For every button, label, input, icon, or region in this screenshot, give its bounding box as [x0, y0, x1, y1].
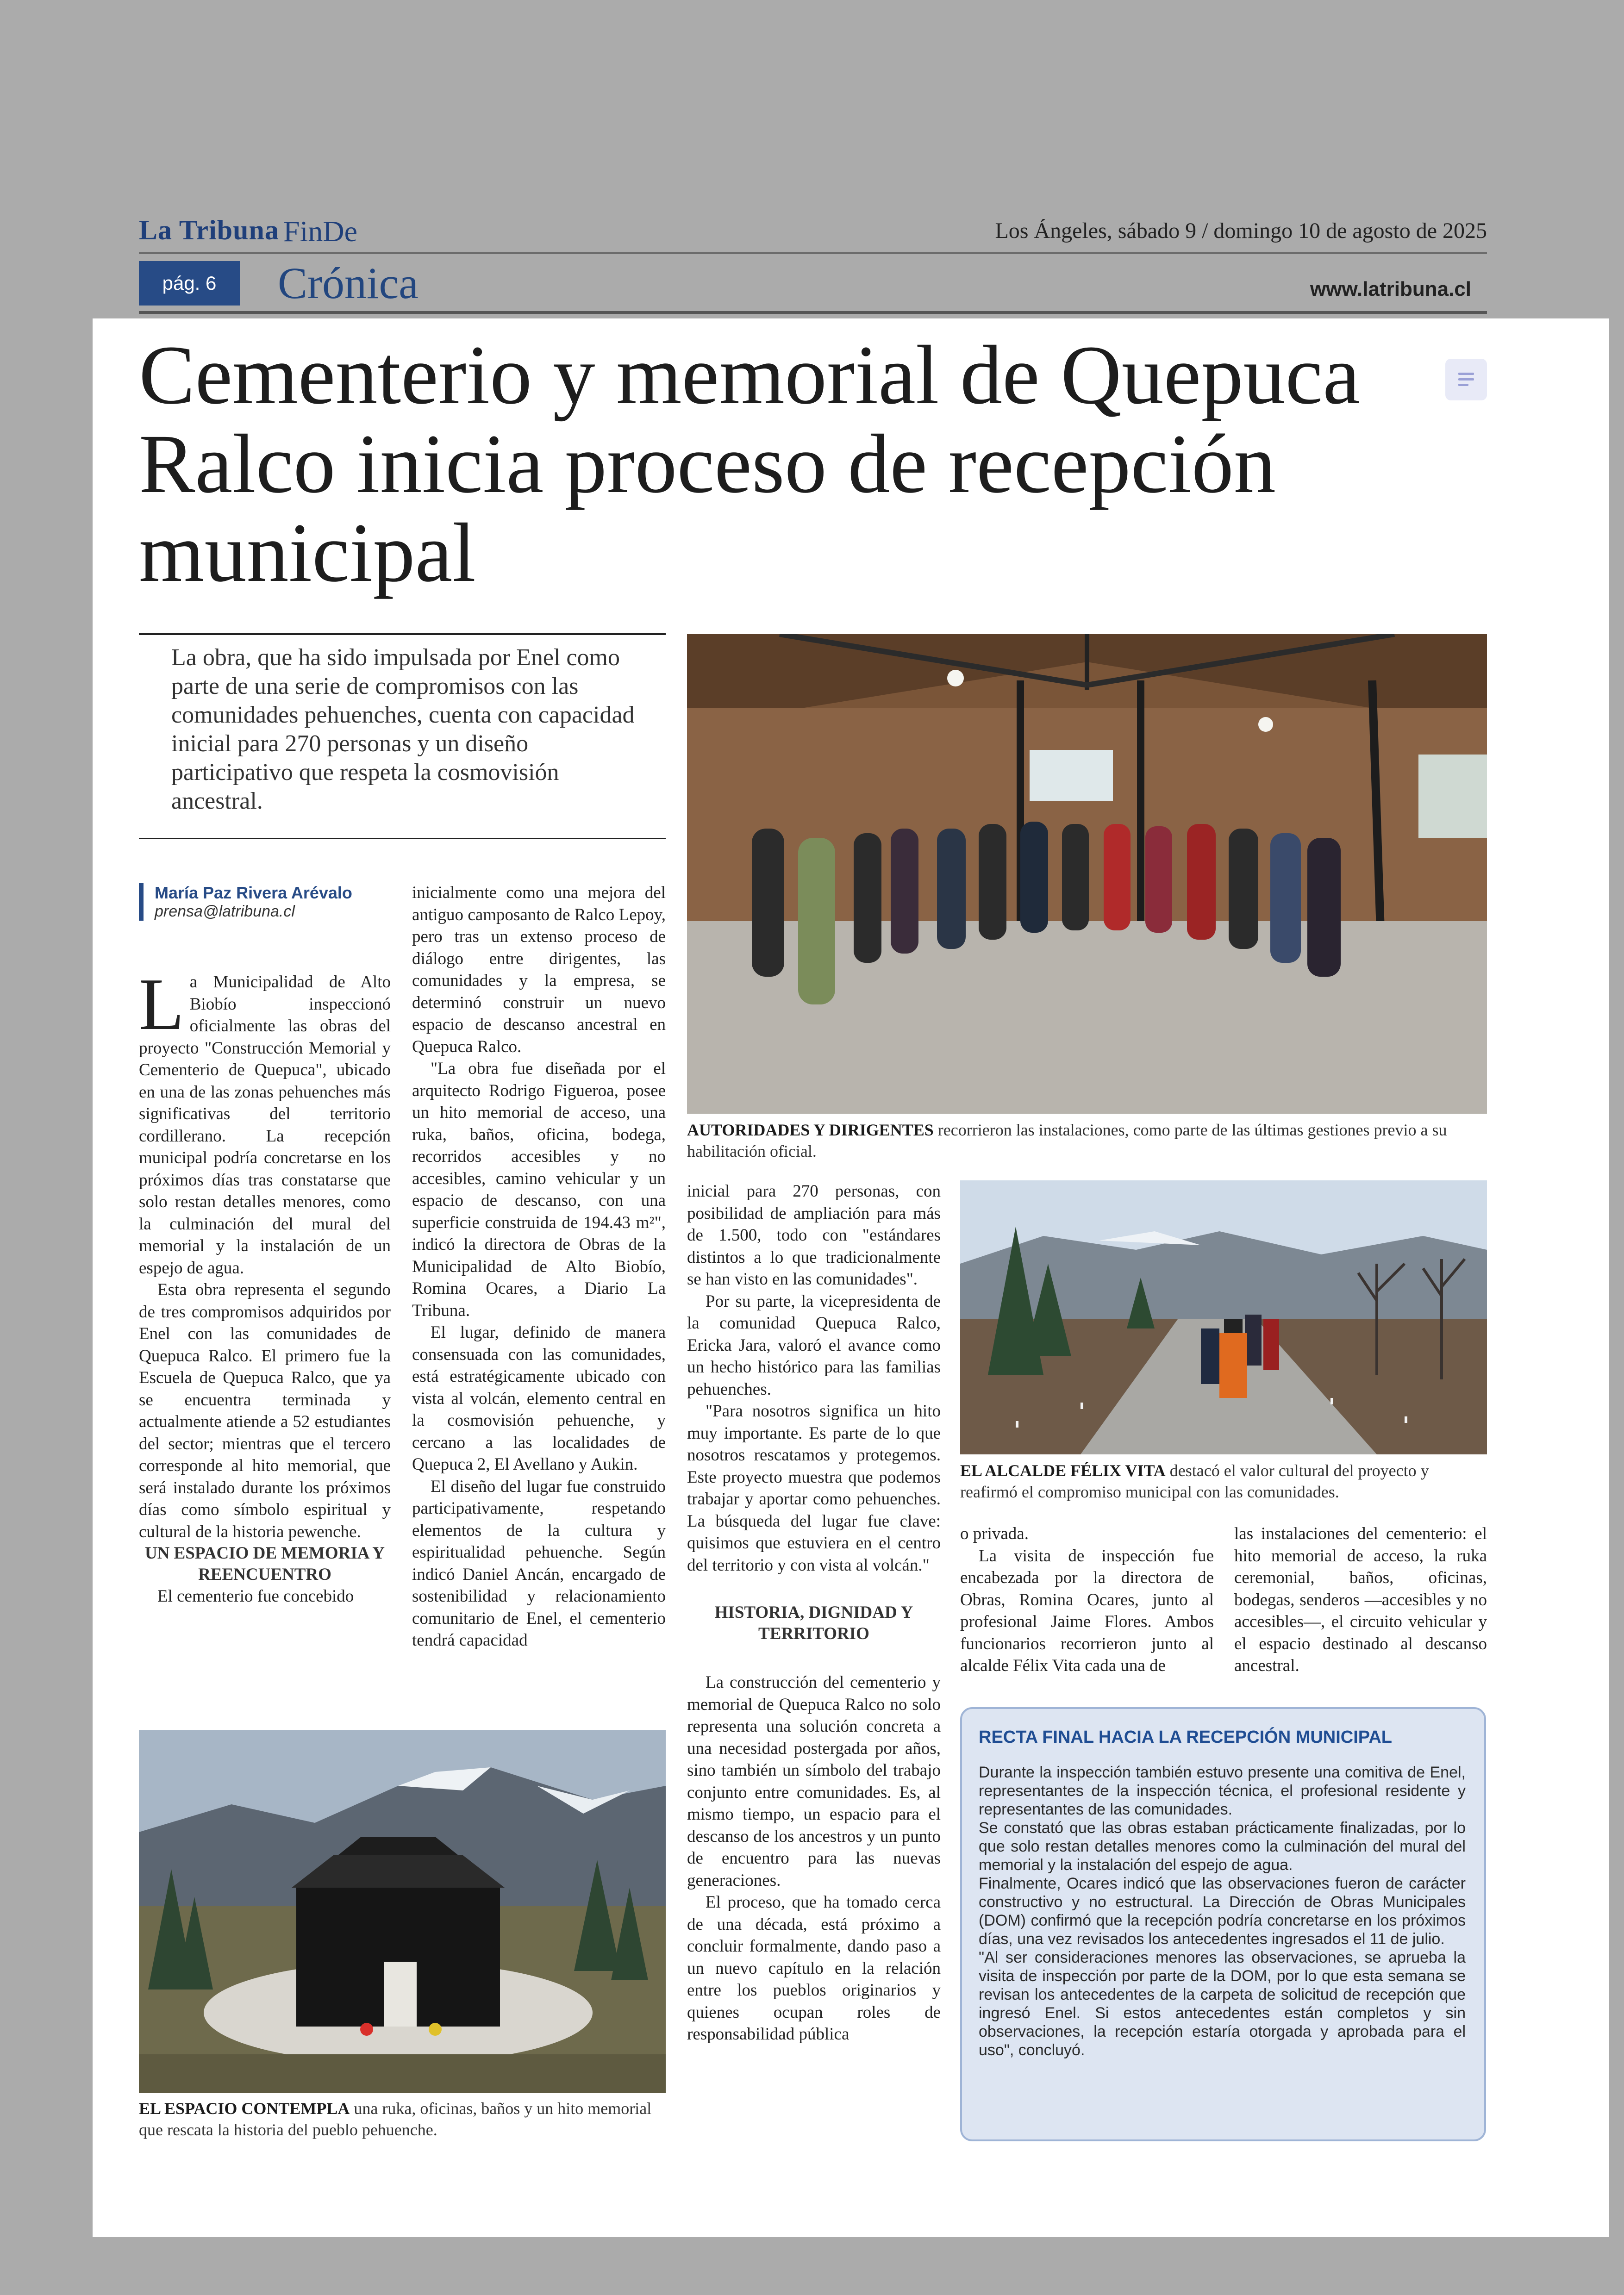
article-column-4: [960, 1523, 1214, 1677]
masthead-rule: [139, 252, 1487, 254]
photo-caption-middle: EL ALCALDE FÉLIX VITA destacó el valor cultural del proyecto y reafirmó el compromiso municipal con las comunidades.: [960, 1461, 1429, 1501]
lead-rule-bottom: [139, 838, 666, 839]
headline: Cementerio y memorial de Quepuca Ralco inicia proceso de recepción municipal: [139, 329, 1361, 599]
body-paragraph: El lugar, definido de manera consensuada con las comunidades, está estratégicamente ubicado con vista al volcán, elemento central en la cosmovisión pehuenche, y cercano a las localidades de Quepuca 2, El Avellano y Aukin.: [412, 1323, 666, 1474]
body-paragraph: La visita de inspección fue encabezada por la directora de Obras, Romina Ocares, junto al profesional Jaime Flores. Ambos funcionarios recorrieron junto al alcalde Félix Vita cada una de: [960, 1546, 1214, 1675]
subheading: UN ESPACIO DE MEMORIA Y REENCUENTRO: [144, 1544, 385, 1584]
body-paragraph: "Para nosotros significa un hito muy importante. Es parte de lo que nosotros rescatamos y protegemos. Este proyecto muestra que podemos trabajar y aportar como pehuenches. La búsqueda del lugar fue clave: quisimos que estuviera en el centro del territorio y con vista al volcán.": [687, 1402, 941, 1575]
article-column-5: [1234, 1523, 1487, 1677]
menu-icon[interactable]: [1445, 359, 1487, 400]
article-column-3: [687, 1180, 941, 2046]
body-paragraph: las instalaciones del cementerio: el hito memorial de acceso, la ruka ceremonial, baños, oficinas, bodegas, senderos —accesibles y no accesibles—, el circuito vehicular y el espacio destinado al descanso ancestral.: [1234, 1524, 1487, 1675]
article-column-1: [139, 963, 391, 1608]
sidebar-paragraph: Finalmente, Ocares indicó que las observaciones fueron de carácter constructivo y no estructural. La Dirección de Obras Municipales (DOM) confirmó que la recepción podría concretarse en los próximos días, una vez revisados los antecedentes ingresados el 11 de julio.: [979, 1875, 1466, 1948]
body-paragraph: La construcción del cementerio y memorial de Quepuca Ralco no solo representa una solución concreta a una necesidad postergada por años, sino también un símbolo del trabajo conjunto entre comunidades. Es, al mismo tiempo, un espacio para el descanso de los ancestros y un punto de encuentro para las nuevas generaciones.: [687, 1673, 941, 1890]
newspaper-logo: La Tribuna: [139, 215, 279, 245]
masthead: [139, 211, 1487, 251]
edition-label: FinDe: [283, 215, 357, 248]
photo-caption-top: AUTORIDADES Y DIRIGENTES recorrieron las instalaciones, como parte de las últimas gestiones previo a su habilitación oficial.: [687, 1121, 1447, 1160]
section-title: Crónica: [278, 258, 418, 308]
subheading: HISTORIA, DIGNIDAD Y TERRITORIO: [714, 1603, 913, 1643]
website-url: www.latribuna.cl: [1310, 278, 1471, 300]
page-number-badge: pág. 6: [139, 261, 240, 306]
body-paragraph: a Municipalidad de Alto Biobío inspeccionó oficialmente las obras del proyecto "Construcción Memorial y Cementerio de Quepuca", ubicado en una de las zonas pehuenches más significativas del territorio cordillerano. La recepción municipal podría concretarse en los próximos días tras constatarse que solo restan detalles menores, como la culminación del mural del memorial y la instalación de un espejo de agua.: [139, 973, 391, 1278]
sidebar-paragraph: Se constató que las obras estaban prácticamente finalizadas, por lo que solo restan detalles menores como la culminación del mural del memorial y la instalación del espejo de agua.: [979, 1819, 1466, 1874]
body-paragraph: inicial para 270 personas, con posibilidad de ampliación para más de 1.500, todo con "estándares distintos a lo que tradicionalmente se han visto en las comunidades".: [687, 1182, 941, 1289]
photo-ruka-building: [139, 1730, 666, 2093]
body-paragraph: El proceso, que ha tomado cerca de una década, está próximo a concluir formalmente, dando paso a un nuevo capítulo en la relación entre los pueblos originarios y quienes ocupan roles de responsabilidad pública: [687, 1893, 941, 2044]
body-paragraph: Por su parte, la vicepresidenta de la comunidad Quepuca Ralco, Ericka Jara, valoró el avance como un hecho histórico para las familias pehuenches.: [687, 1291, 941, 1399]
body-paragraph: El cementerio fue concebido: [157, 1587, 354, 1606]
sidebar-box: [960, 1707, 1486, 2141]
sidebar-paragraph: "Al ser consideraciones menores las observaciones, se aprueba la visita de inspección por parte de la DOM, por lo que esta semana se revisan los antecedentes de la carpeta de solicitud de recepción que ingresó Enel. Si estos antecedentes están completos y sin observaciones, la recepción estaría otorgada y aprobada para el uso", concluyó.: [979, 1949, 1466, 2059]
body-paragraph: El diseño del lugar fue construido participativamente, respetando elementos de la cultura y espiritualidad pehuenche. Según indicó Daniel Ancán, encargado de sostenibilidad y relacionamiento comunitario de Enel, el cementerio tendrá capacidad: [412, 1477, 666, 1650]
sidebar-title: RECTA FINAL HACIA LA RECEPCIÓN MUNICIPAL: [979, 1727, 1392, 1747]
drop-cap: L: [139, 963, 184, 1045]
dateline: Los Ángeles, sábado 9 / domingo 10 de agosto de 2025: [995, 218, 1487, 243]
sidebar-paragraph: Durante la inspección también estuvo presente una comitiva de Enel, representantes de la inspección técnica, el profesional residente y representantes de las comunidades.: [979, 1764, 1466, 1818]
author-name: María Paz Rivera Arévalo: [155, 883, 352, 902]
lead-paragraph: La obra, que ha sido impulsada por Enel como parte de una serie de compromisos con las comunidades pehuenches, cuenta con capacidad inicial para 270 personas y un diseño participativo que respeta la cosmovisión ancestral.: [171, 644, 635, 814]
byline: [139, 883, 352, 921]
photo-caption-bottom: EL ESPACIO CONTEMPLA una ruka, oficinas, baños y un hito memorial que rescata la historia del pueblo pehuenche.: [139, 2099, 652, 2139]
photo-mayor-walking: [960, 1180, 1487, 1454]
photo-authorities-in-ruka: [687, 634, 1487, 1114]
body-paragraph: inicialmente como una mejora del antiguo camposanto de Ralco Lepoy, pero tras un extenso proceso de diálogo entre dirigentes, las comunidades y la empresa, se determinó construir un nuevo espacio de descanso ancestral en Quepuca Ralco.: [412, 883, 666, 1056]
section-rule: [139, 311, 1487, 314]
body-paragraph: o privada.: [960, 1524, 1029, 1543]
body-paragraph: Esta obra representa el segundo de tres compromisos adquiridos por Enel con las comunidades de Quepuca Ralco. El primero fue la Escuela de Quepuca Ralco, que ya se encuentra terminada y actualmente atiende a 52 estudiantes del sector; mientras que el tercero corresponde al hito memorial, que será instalado durante los próximos días como símbolo espiritual y cultural de la historia pewenche.: [139, 1280, 391, 1541]
body-paragraph: "La obra fue diseñada por el arquitecto Rodrigo Figueroa, posee un hito memorial de acceso, una ruka, baños, oficina, bodega, recorridos accesibles y no accesibles, camino vehicular y un espacio de descanso, con una superficie construida de 194.43 m²", indicó la directora de Obras de la Municipalidad de Alto Biobío, Romina Ocares, a Diario La Tribuna.: [412, 1059, 666, 1320]
lead-rule-top: [139, 633, 666, 635]
author-email[interactable]: prensa@latribuna.cl: [155, 903, 295, 920]
article-column-2: [412, 882, 666, 1652]
